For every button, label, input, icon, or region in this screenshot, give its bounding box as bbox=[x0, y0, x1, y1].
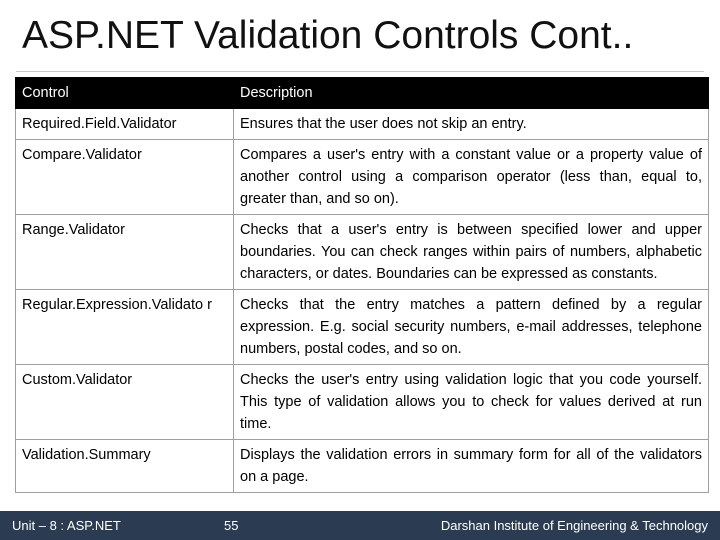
control-description: Checks that the entry matches a pattern defined by a regular expression. E.g. social security numbers, e-mail addresses, telephone numbers, postal codes, and so on. bbox=[234, 290, 709, 365]
control-description: Ensures that the user does not skip an entry. bbox=[234, 109, 709, 140]
column-header-control: Control bbox=[16, 78, 234, 109]
control-name: Range.Validator bbox=[16, 215, 234, 290]
table-row bbox=[16, 290, 709, 365]
control-description: Compares a user's entry with a constant value or a property value of another control using a comparison operator (less than, equal to, greater than, and so on). bbox=[234, 140, 709, 215]
control-name: Regular.Expression.Validato r bbox=[16, 290, 234, 365]
footer-page-number: 55 bbox=[224, 518, 239, 533]
column-header-description: Description bbox=[234, 78, 709, 109]
control-name: Validation.Summary bbox=[16, 440, 234, 493]
slide-title: ASP.NET Validation Controls Cont.. bbox=[22, 14, 634, 57]
footer-bar bbox=[0, 511, 720, 540]
control-description: Checks that a user's entry is between specified lower and upper boundaries. You can check ranges within pairs of numbers, alphabetic characters, or dates. Boundaries can be expressed as constants. bbox=[234, 215, 709, 290]
validation-controls-table bbox=[15, 77, 709, 493]
table-row bbox=[16, 215, 709, 290]
table-row bbox=[16, 109, 709, 140]
title-divider bbox=[16, 71, 704, 72]
table-row bbox=[16, 365, 709, 440]
table-row bbox=[16, 440, 709, 493]
control-name: Custom.Validator bbox=[16, 365, 234, 440]
table-header-row bbox=[16, 78, 709, 109]
control-name: Required.Field.Validator bbox=[16, 109, 234, 140]
control-description: Displays the validation errors in summary form for all of the validators on a page. bbox=[234, 440, 709, 493]
control-description: Checks the user's entry using validation logic that you code yourself. This type of validation allows you to check for values derived at run time. bbox=[234, 365, 709, 440]
footer-institute-name: Darshan Institute of Engineering & Technology bbox=[440, 518, 708, 533]
control-name: Compare.Validator bbox=[16, 140, 234, 215]
footer-unit-label: Unit – 8 : ASP.NET bbox=[12, 518, 121, 533]
table-row bbox=[16, 140, 709, 215]
